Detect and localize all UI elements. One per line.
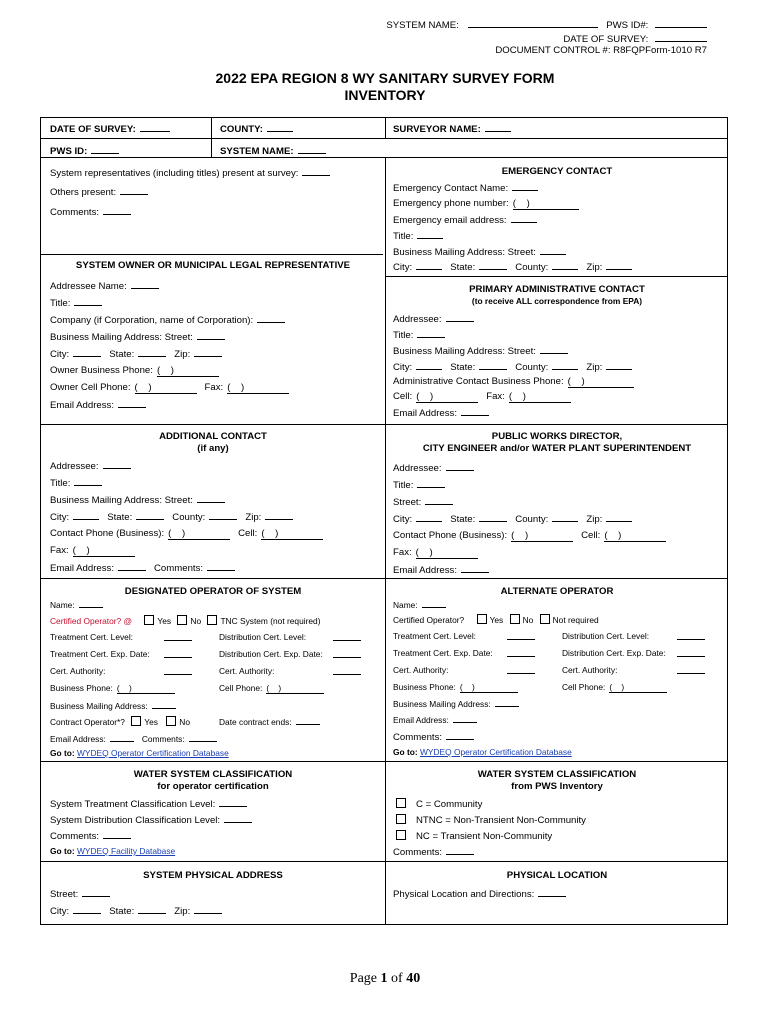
designated-name-label: Name:: [50, 600, 75, 610]
alternate-goto-label: Go to:: [393, 747, 418, 757]
designated-yes-checkbox[interactable]: [144, 615, 154, 625]
emergency-phone-field[interactable]: ( ): [513, 198, 579, 210]
admin-fax-field[interactable]: ( ): [509, 391, 571, 403]
pw-fax-label: Fax:: [393, 547, 412, 558]
admin-addressee-field[interactable]: [446, 313, 474, 322]
pw-addressee-label: Addressee:: [393, 463, 442, 474]
surveyor-name-field[interactable]: [485, 123, 511, 132]
emergency-email-label: Emergency email address:: [393, 215, 507, 226]
owner-company-field[interactable]: [257, 314, 285, 323]
physical-city-field[interactable]: [73, 905, 101, 914]
alternate-not-required-checkbox[interactable]: [540, 614, 550, 624]
header-date-field[interactable]: [655, 32, 707, 42]
page-total: 40: [406, 971, 421, 986]
alternate-cell-phone-field[interactable]: ( ): [609, 682, 667, 693]
designated-cert-auth-label: Cert. Authority:: [50, 666, 106, 676]
header-pws-id-label: PWS ID#:: [606, 20, 649, 31]
admin-state-field[interactable]: [479, 361, 507, 370]
designated-mailing-label: Business Mailing Address:: [50, 701, 148, 711]
admin-fax-label: Fax:: [486, 391, 505, 402]
physical-city-label: City:: [50, 906, 70, 917]
inventory-form: [40, 117, 728, 925]
owner-state-label: State:: [109, 349, 135, 360]
classification-op-comments-field[interactable]: [103, 830, 131, 839]
pw-city-label: City:: [393, 514, 413, 525]
owner-zip-field[interactable]: [194, 348, 222, 357]
alternate-mailing-field[interactable]: [495, 698, 519, 707]
emergency-title-field[interactable]: [417, 230, 443, 239]
pw-fax-field[interactable]: ( ): [416, 547, 478, 559]
owner-zip-label: Zip:: [174, 349, 191, 360]
additional-state-field[interactable]: [136, 511, 164, 520]
surveyor-name-label: SURVEYOR NAME:: [393, 124, 481, 135]
alternate-treat-exp-label: Treatment Cert. Exp. Date:: [393, 648, 493, 658]
system-name-label: SYSTEM NAME:: [220, 146, 294, 157]
designated-tnc-label: TNC System (not required): [220, 616, 321, 626]
designated-contract-no-label: No: [179, 717, 190, 727]
designated-treat-exp-field[interactable]: [164, 649, 192, 658]
system-treatment-class-label: System Treatment Classification Level:: [50, 799, 216, 810]
physical-state-label: State:: [109, 906, 135, 917]
admin-title-field[interactable]: [417, 329, 445, 338]
emergency-zip-field[interactable]: [606, 261, 632, 270]
header-system-name-label: SYSTEM NAME:: [386, 20, 459, 31]
emergency-title-label: Title:: [393, 231, 414, 242]
designated-comments-field[interactable]: [189, 733, 217, 742]
designated-date-contract-field[interactable]: [296, 716, 320, 725]
designated-email-label: Email Address:: [50, 734, 106, 744]
owner-business-phone-label: Owner Business Phone:: [50, 365, 153, 376]
pw-title-label: Title:: [393, 480, 414, 491]
emergency-city-label: City:: [393, 262, 413, 273]
admin-state-label: State:: [450, 362, 476, 373]
emergency-name-field[interactable]: [512, 182, 538, 191]
alternate-dist-level-label: Distribution Cert. Level:: [562, 631, 650, 641]
alternate-name-field[interactable]: [422, 599, 446, 608]
additional-addressee-label: Addressee:: [50, 461, 99, 472]
admin-county-label: County:: [515, 362, 549, 373]
designated-treat-level-label: Treatment Cert. Level:: [50, 632, 134, 642]
emergency-city-field[interactable]: [416, 261, 442, 270]
designated-contract-yes-label: Yes: [144, 717, 158, 727]
emergency-name-label: Emergency Contact Name:: [393, 183, 509, 194]
alternate-yes-checkbox[interactable]: [477, 614, 487, 624]
admin-zip-label: Zip:: [586, 362, 603, 373]
pw-phone-label: Contact Phone (Business):: [393, 530, 508, 541]
designated-dist-exp-field[interactable]: [333, 649, 361, 658]
physical-zip-field[interactable]: [194, 905, 222, 914]
admin-street-field[interactable]: [540, 345, 568, 354]
alternate-cert-auth-field[interactable]: [507, 665, 535, 674]
designated-no-label: No: [190, 616, 202, 626]
pw-email-field[interactable]: [461, 564, 489, 573]
owner-fax-label: Fax:: [204, 382, 224, 393]
alternate-no-checkbox[interactable]: [510, 614, 520, 624]
alternate-email-field[interactable]: [453, 714, 477, 723]
owner-title-field[interactable]: [74, 297, 102, 306]
emergency-mailing-label: Business Mailing Address: Street:: [393, 247, 536, 258]
admin-business-phone-field[interactable]: ( ): [568, 376, 634, 388]
emergency-state-label: State:: [450, 262, 476, 273]
additional-zip-label: Zip:: [245, 512, 262, 523]
pws-id-label: PWS ID:: [50, 146, 88, 157]
designated-cert-auth2-field[interactable]: [333, 666, 361, 675]
additional-cell-field[interactable]: ( ): [261, 528, 323, 540]
owner-company-label: Company (if Corporation, name of Corporation):: [50, 315, 254, 326]
pw-street-field[interactable]: [425, 496, 453, 505]
alternate-certified-label: Certified Operator?: [393, 615, 465, 625]
additional-phone-label: Contact Phone (Business):: [50, 528, 165, 539]
header-pws-id-field[interactable]: [655, 18, 707, 28]
pw-state-field[interactable]: [479, 513, 507, 522]
physical-street-field[interactable]: [82, 888, 110, 897]
pw-addressee-field[interactable]: [446, 462, 474, 471]
additional-email-label: Email Address:: [50, 563, 114, 574]
primary-admin-heading: PRIMARY ADMINISTRATIVE CONTACT: [469, 284, 645, 295]
additional-phone-field[interactable]: ( ): [168, 528, 230, 540]
public-works-subheading: CITY ENGINEER and/or WATER PLANT SUPERINTENDENT: [422, 443, 692, 454]
emergency-heading: EMERGENCY CONTACT: [501, 166, 613, 177]
emergency-county-field[interactable]: [552, 261, 578, 270]
alternate-cert-auth2-label: Cert. Authority:: [562, 665, 618, 675]
pw-city-field[interactable]: [416, 513, 442, 522]
physical-directions-label: Physical Location and Directions:: [393, 889, 535, 900]
alternate-dist-exp-label: Distribution Cert. Exp. Date:: [562, 648, 666, 658]
additional-addressee-field[interactable]: [103, 460, 131, 469]
pw-phone-field[interactable]: ( ): [511, 530, 573, 542]
additional-heading: ADDITIONAL CONTACT: [159, 431, 267, 442]
physical-address-heading: SYSTEM PHYSICAL ADDRESS: [143, 870, 283, 881]
alternate-dist-exp-field[interactable]: [677, 648, 705, 657]
community-label: C = Community: [416, 799, 483, 810]
additional-title-field[interactable]: [74, 477, 102, 486]
system-treatment-class-field[interactable]: [219, 798, 247, 807]
additional-subheading: (if any): [197, 443, 229, 454]
admin-title-label: Title:: [393, 330, 414, 341]
designated-treat-level-field[interactable]: [164, 632, 192, 641]
others-label: Others present:: [50, 187, 117, 198]
alternate-comments-label: Comments:: [393, 732, 443, 743]
alternate-not-required-label: Not required: [552, 615, 599, 625]
additional-city-field[interactable]: [73, 511, 99, 520]
designated-comments-label: Comments:: [141, 734, 185, 744]
additional-comments-label: Comments:: [154, 563, 204, 574]
reps-label: System representatives (including titles) present at survey:: [50, 168, 299, 179]
nc-checkbox[interactable]: [396, 830, 406, 840]
designated-contract-label: Contract Operator*?: [50, 717, 125, 727]
pw-zip-label: Zip:: [586, 514, 603, 525]
pw-street-label: Street:: [393, 497, 422, 508]
owner-heading: SYSTEM OWNER OR MUNICIPAL LEGAL REPRESENTATIVE: [75, 260, 351, 271]
ntnc-checkbox[interactable]: [396, 814, 406, 824]
admin-email-field[interactable]: [461, 407, 489, 416]
form-title: [0, 70, 770, 104]
header-date-label: DATE OF SURVEY:: [563, 33, 649, 45]
county-label: COUNTY:: [220, 124, 263, 135]
pw-zip-field[interactable]: [606, 513, 632, 522]
designated-mailing-field[interactable]: [152, 700, 176, 709]
public-works-heading: PUBLIC WORKS DIRECTOR,: [491, 431, 623, 442]
alternate-treat-level-field[interactable]: [507, 631, 535, 640]
pws-id-field[interactable]: [91, 145, 119, 154]
owner-street-field[interactable]: [197, 331, 225, 340]
physical-zip-label: Zip:: [174, 906, 191, 917]
designated-cert-auth2-label: Cert. Authority:: [219, 666, 275, 676]
nc-label: NC = Transient Non-Community: [416, 831, 553, 842]
owner-email-label: Email Address:: [50, 400, 114, 411]
designated-cert-auth-field[interactable]: [164, 666, 192, 675]
designated-yes-label: Yes: [157, 616, 172, 626]
designated-bus-phone-label: Business Phone:: [50, 683, 113, 693]
title-line2: INVENTORY: [344, 87, 426, 103]
additional-mailing-label: Business Mailing Address: Street:: [50, 495, 193, 506]
designated-name-field[interactable]: [79, 599, 103, 608]
reps-comments-label: Comments:: [50, 207, 100, 218]
designated-dist-level-label: Distribution Cert. Level:: [219, 632, 307, 642]
designated-dist-level-field[interactable]: [333, 632, 361, 641]
alternate-cert-auth2-field[interactable]: [677, 665, 705, 674]
doc-header: [386, 18, 707, 57]
reps-comments-field[interactable]: [103, 206, 131, 215]
alternate-bus-phone-label: Business Phone:: [393, 682, 456, 692]
pw-title-field[interactable]: [417, 479, 445, 488]
emergency-phone-label: Emergency phone number:: [393, 198, 509, 209]
designated-contract-no-checkbox[interactable]: [166, 716, 176, 726]
additional-state-label: State:: [107, 512, 133, 523]
emergency-county-label: County:: [515, 262, 549, 273]
owner-business-phone-field[interactable]: ( ): [157, 365, 219, 377]
others-field[interactable]: [120, 186, 148, 195]
physical-street-label: Street:: [50, 889, 79, 900]
alternate-heading: ALTERNATE OPERATOR: [500, 586, 614, 597]
additional-fax-label: Fax:: [50, 545, 69, 556]
admin-city-field[interactable]: [416, 361, 442, 370]
additional-city-label: City:: [50, 512, 70, 523]
admin-cell-field[interactable]: ( ): [416, 391, 478, 403]
admin-county-field[interactable]: [552, 361, 578, 370]
reps-field[interactable]: [302, 167, 330, 176]
admin-email-label: Email Address:: [393, 408, 457, 419]
admin-mailing-label: Business Mailing Address: Street:: [393, 346, 536, 357]
emergency-email-field[interactable]: [511, 214, 537, 223]
classification-pws-heading: WATER SYSTEM CLASSIFICATION: [477, 769, 637, 780]
classification-pws-comments-label: Comments:: [393, 847, 443, 858]
designated-cell-phone-field[interactable]: ( ): [266, 683, 324, 694]
primary-admin-subheading: (to receive ALL correspondence from EPA): [471, 296, 643, 306]
owner-state-field[interactable]: [138, 348, 166, 357]
additional-email-field[interactable]: [118, 562, 146, 571]
additional-zip-field[interactable]: [265, 511, 293, 520]
admin-zip-field[interactable]: [606, 361, 632, 370]
alternate-bus-phone-field[interactable]: ( ): [460, 682, 518, 693]
pw-cell-label: Cell:: [581, 530, 601, 541]
page-current: 1: [380, 971, 388, 986]
admin-city-label: City:: [393, 362, 413, 373]
classification-goto-label: Go to:: [50, 846, 75, 856]
classification-op-subheading: for operator certification: [157, 781, 269, 792]
owner-cell-phone-field[interactable]: ( ): [135, 382, 197, 394]
owner-email-field[interactable]: [118, 399, 146, 408]
alternate-dist-level-field[interactable]: [677, 631, 705, 640]
designated-email-field[interactable]: [110, 733, 134, 742]
alternate-comments-field[interactable]: [446, 731, 474, 740]
owner-city-label: City:: [50, 349, 70, 360]
admin-addressee-label: Addressee:: [393, 314, 442, 325]
page-number: [0, 971, 770, 987]
classification-pws-subheading: from PWS Inventory: [511, 781, 603, 792]
community-checkbox[interactable]: [396, 798, 406, 808]
emergency-street-field[interactable]: [540, 246, 566, 255]
alternate-treat-exp-field[interactable]: [507, 648, 535, 657]
ntnc-label: NTNC = Non-Transient Non-Community: [416, 815, 586, 826]
owner-cell-phone-label: Owner Cell Phone:: [50, 382, 131, 393]
emergency-zip-label: Zip:: [586, 262, 603, 273]
alternate-name-label: Name:: [393, 600, 418, 610]
additional-title-label: Title:: [50, 478, 71, 489]
physical-directions-field[interactable]: [538, 888, 566, 897]
alternate-yes-label: Yes: [489, 615, 504, 625]
additional-comments-field[interactable]: [207, 562, 235, 571]
alternate-cert-auth-label: Cert. Authority:: [393, 665, 449, 675]
pw-county-field[interactable]: [552, 513, 578, 522]
designated-tnc-checkbox[interactable]: [207, 615, 217, 625]
pw-cell-field[interactable]: ( ): [604, 530, 666, 542]
system-distribution-class-field[interactable]: [224, 814, 252, 823]
county-field[interactable]: [267, 123, 293, 132]
additional-county-label: County:: [172, 512, 206, 523]
pw-state-label: State:: [450, 514, 476, 525]
designated-cell-phone-label: Cell Phone:: [219, 683, 263, 693]
system-distribution-class-label: System Distribution Classification Level:: [50, 815, 221, 826]
designated-treat-exp-label: Treatment Cert. Exp. Date:: [50, 649, 150, 659]
header-system-name-field[interactable]: [468, 18, 598, 28]
additional-street-field[interactable]: [197, 494, 225, 503]
designated-certified-label: Certified Operator? @: [50, 616, 133, 626]
physical-location-heading: PHYSICAL LOCATION: [506, 870, 608, 881]
designated-heading: DESIGNATED OPERATOR OF SYSTEM: [124, 586, 302, 597]
date-of-survey-label: DATE OF SURVEY:: [50, 124, 136, 135]
designated-goto-label: Go to:: [50, 748, 75, 758]
classification-op-heading: WATER SYSTEM CLASSIFICATION: [133, 769, 293, 780]
owner-fax-field[interactable]: ( ): [227, 382, 289, 394]
owner-mailing-label: Business Mailing Address: Street:: [50, 332, 193, 343]
admin-business-phone-label: Administrative Contact Business Phone:: [393, 376, 564, 387]
emergency-state-field[interactable]: [479, 261, 507, 270]
system-name-field[interactable]: [298, 145, 326, 154]
owner-addressee-label: Addressee Name:: [50, 281, 127, 292]
designated-dist-exp-label: Distribution Cert. Exp. Date:: [219, 649, 323, 659]
alternate-treat-level-label: Treatment Cert. Level:: [393, 631, 477, 641]
alternate-mailing-label: Business Mailing Address:: [393, 699, 491, 709]
designated-bus-phone-field[interactable]: ( ): [117, 683, 175, 694]
alternate-no-label: No: [522, 615, 534, 625]
date-of-survey-field[interactable]: [140, 123, 170, 132]
designated-no-checkbox[interactable]: [177, 615, 187, 625]
alternate-cert-db-link[interactable]: WYDEQ Operator Certification Database: [419, 747, 572, 757]
physical-state-field[interactable]: [138, 905, 166, 914]
page-prefix: Page: [349, 971, 378, 986]
facility-db-link[interactable]: WYDEQ Facility Database: [76, 846, 176, 856]
owner-title-label: Title:: [50, 298, 71, 309]
alternate-email-label: Email Address:: [393, 715, 449, 725]
pw-email-label: Email Address:: [393, 565, 457, 576]
pw-county-label: County:: [515, 514, 549, 525]
page-of: of: [391, 971, 403, 986]
designated-contract-yes-checkbox[interactable]: [131, 716, 141, 726]
owner-city-field[interactable]: [73, 348, 101, 357]
admin-cell-label: Cell:: [393, 391, 413, 402]
designated-cert-db-link[interactable]: WYDEQ Operator Certification Database: [76, 748, 229, 758]
owner-addressee-field[interactable]: [131, 280, 159, 289]
alternate-cell-phone-label: Cell Phone:: [562, 682, 606, 692]
additional-cell-label: Cell:: [238, 528, 258, 539]
additional-fax-field[interactable]: ( ): [73, 545, 135, 557]
additional-county-field[interactable]: [209, 511, 237, 520]
classification-pws-comments-field[interactable]: [446, 846, 474, 855]
classification-op-comments-label: Comments:: [50, 831, 100, 842]
header-doc-control: DOCUMENT CONTROL #: R8FQPForm-1010 R7: [495, 45, 707, 56]
title-line1: 2022 EPA REGION 8 WY SANITARY SURVEY FORM: [215, 70, 555, 86]
designated-date-contract-label: Date contract ends:: [219, 717, 292, 727]
